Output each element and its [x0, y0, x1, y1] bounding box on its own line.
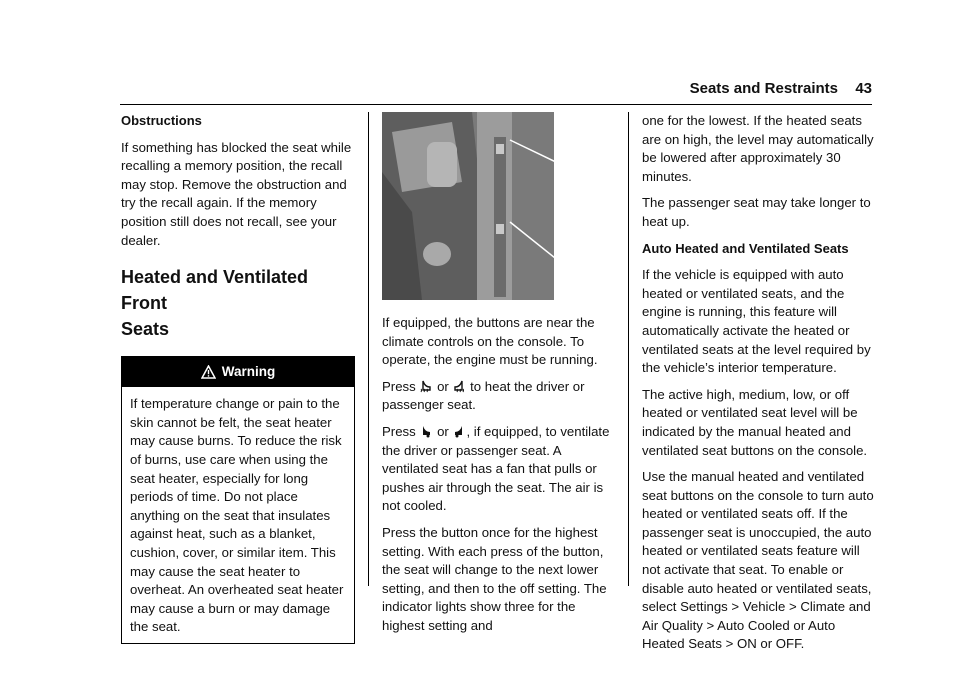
warning-header — [122, 357, 354, 387]
auto-seats-subhead: Auto Heated and Ventilated Seats — [642, 240, 849, 256]
obstructions-paragraph: If something has blocked the seat while recalling a memory position, the recall may stop. Remove the obstruction and try the recall again. If the memory position still does not recall, see your dealer. — [121, 139, 352, 248]
heat-instructions — [382, 378, 614, 415]
auto-seats-paragraph: If the vehicle is equipped with auto heated or ventilated seats, and the engine is running, this feature will automatically activate the heated or ventilated seats at the level required by the vehicle’s interior temperature. — [642, 267, 871, 376]
console-photo-illustration — [382, 112, 554, 300]
column-divider-2 — [628, 112, 629, 586]
column-1 — [121, 112, 355, 644]
location-paragraph: If equipped, the buttons are near the climate controls on the console. To operate, the engine must be running. — [382, 315, 598, 368]
header-rule — [120, 104, 872, 105]
heated-seat-driver-icon — [419, 379, 433, 393]
vent-instructions — [382, 423, 614, 516]
settings-paragraph: Use the manual heated and ventilated seat buttons on the console to turn auto heated or ventilated seats off. If the passenger seat is unoccupied, the auto heated or ventilated seats feature will not activate that seat. To enable or disable auto heated or ventilated seats, select Settings > Vehicle > Climate and Air Quality > Auto Cooled or Auto Heated Seats > ON or OFF. — [642, 469, 874, 652]
ventilated-seat-driver-icon — [419, 424, 433, 438]
obstructions-subhead: Obstructions — [121, 113, 202, 128]
page-number: 43 — [855, 80, 872, 97]
column-3 — [642, 112, 874, 662]
or-word-2: or — [437, 423, 449, 439]
column-2 — [382, 112, 614, 644]
warning-box — [121, 356, 355, 644]
press-word-1: Press — [382, 378, 416, 394]
section-heading-line-2: Seats — [121, 319, 170, 340]
or-word-1: or — [437, 378, 449, 394]
seat-level-indication-paragraph: The active high, medium, low, or off heated or ventilated seat level will be indicated by the manual heated and ventilated seat buttons on the console. — [642, 386, 868, 458]
button-press-paragraph: Press the button once for the highest setting. With each press of the button, the seat will change to the next lower setting, and then to the off setting. The indicator lights show three for the highest setting and — [382, 524, 607, 633]
lowest-setting-paragraph: one for the lowest. If the heated seats are on high, the level may automatically be lowered after approximately 30 minutes. — [642, 113, 874, 184]
vent-instructions-tail: , if equipped, to ventilate the driver or passenger seat. A ventilated seat has a fan that pulls or pushes air through the seat. The air is not cooled. — [382, 423, 610, 514]
section-heading-line-1: Heated and Ventilated Front — [121, 267, 309, 314]
passenger-heat-paragraph: The passenger seat may take longer to heat up. — [642, 195, 871, 229]
running-header-title: Seats and Restraints — [689, 80, 838, 97]
warning-text: If temperature change or pain to the skin cannot be felt, the seat heater may cause burns. To reduce the risk of burns, use care when using the seat heater, especially for long periods of time. Do not place anything on the seat that insulates against heat, such as a blanket, cushion, cover, or similar item. This may cause the seat heater to overheat. An overheated seat heater may cause a burn or may damage the seat. — [130, 396, 344, 635]
warning-label: Warning — [221, 363, 276, 379]
section-heading — [121, 264, 355, 342]
press-word-2: Press — [382, 423, 416, 439]
warning-triangle-icon — [201, 365, 216, 379]
heated-seat-passenger-icon — [452, 379, 466, 393]
console-seat-buttons-photo — [382, 112, 554, 300]
ventilated-seat-passenger-icon — [452, 424, 466, 438]
column-divider-1 — [368, 112, 369, 586]
heat-instructions-tail: to heat the driver or passenger seat. — [382, 378, 585, 413]
